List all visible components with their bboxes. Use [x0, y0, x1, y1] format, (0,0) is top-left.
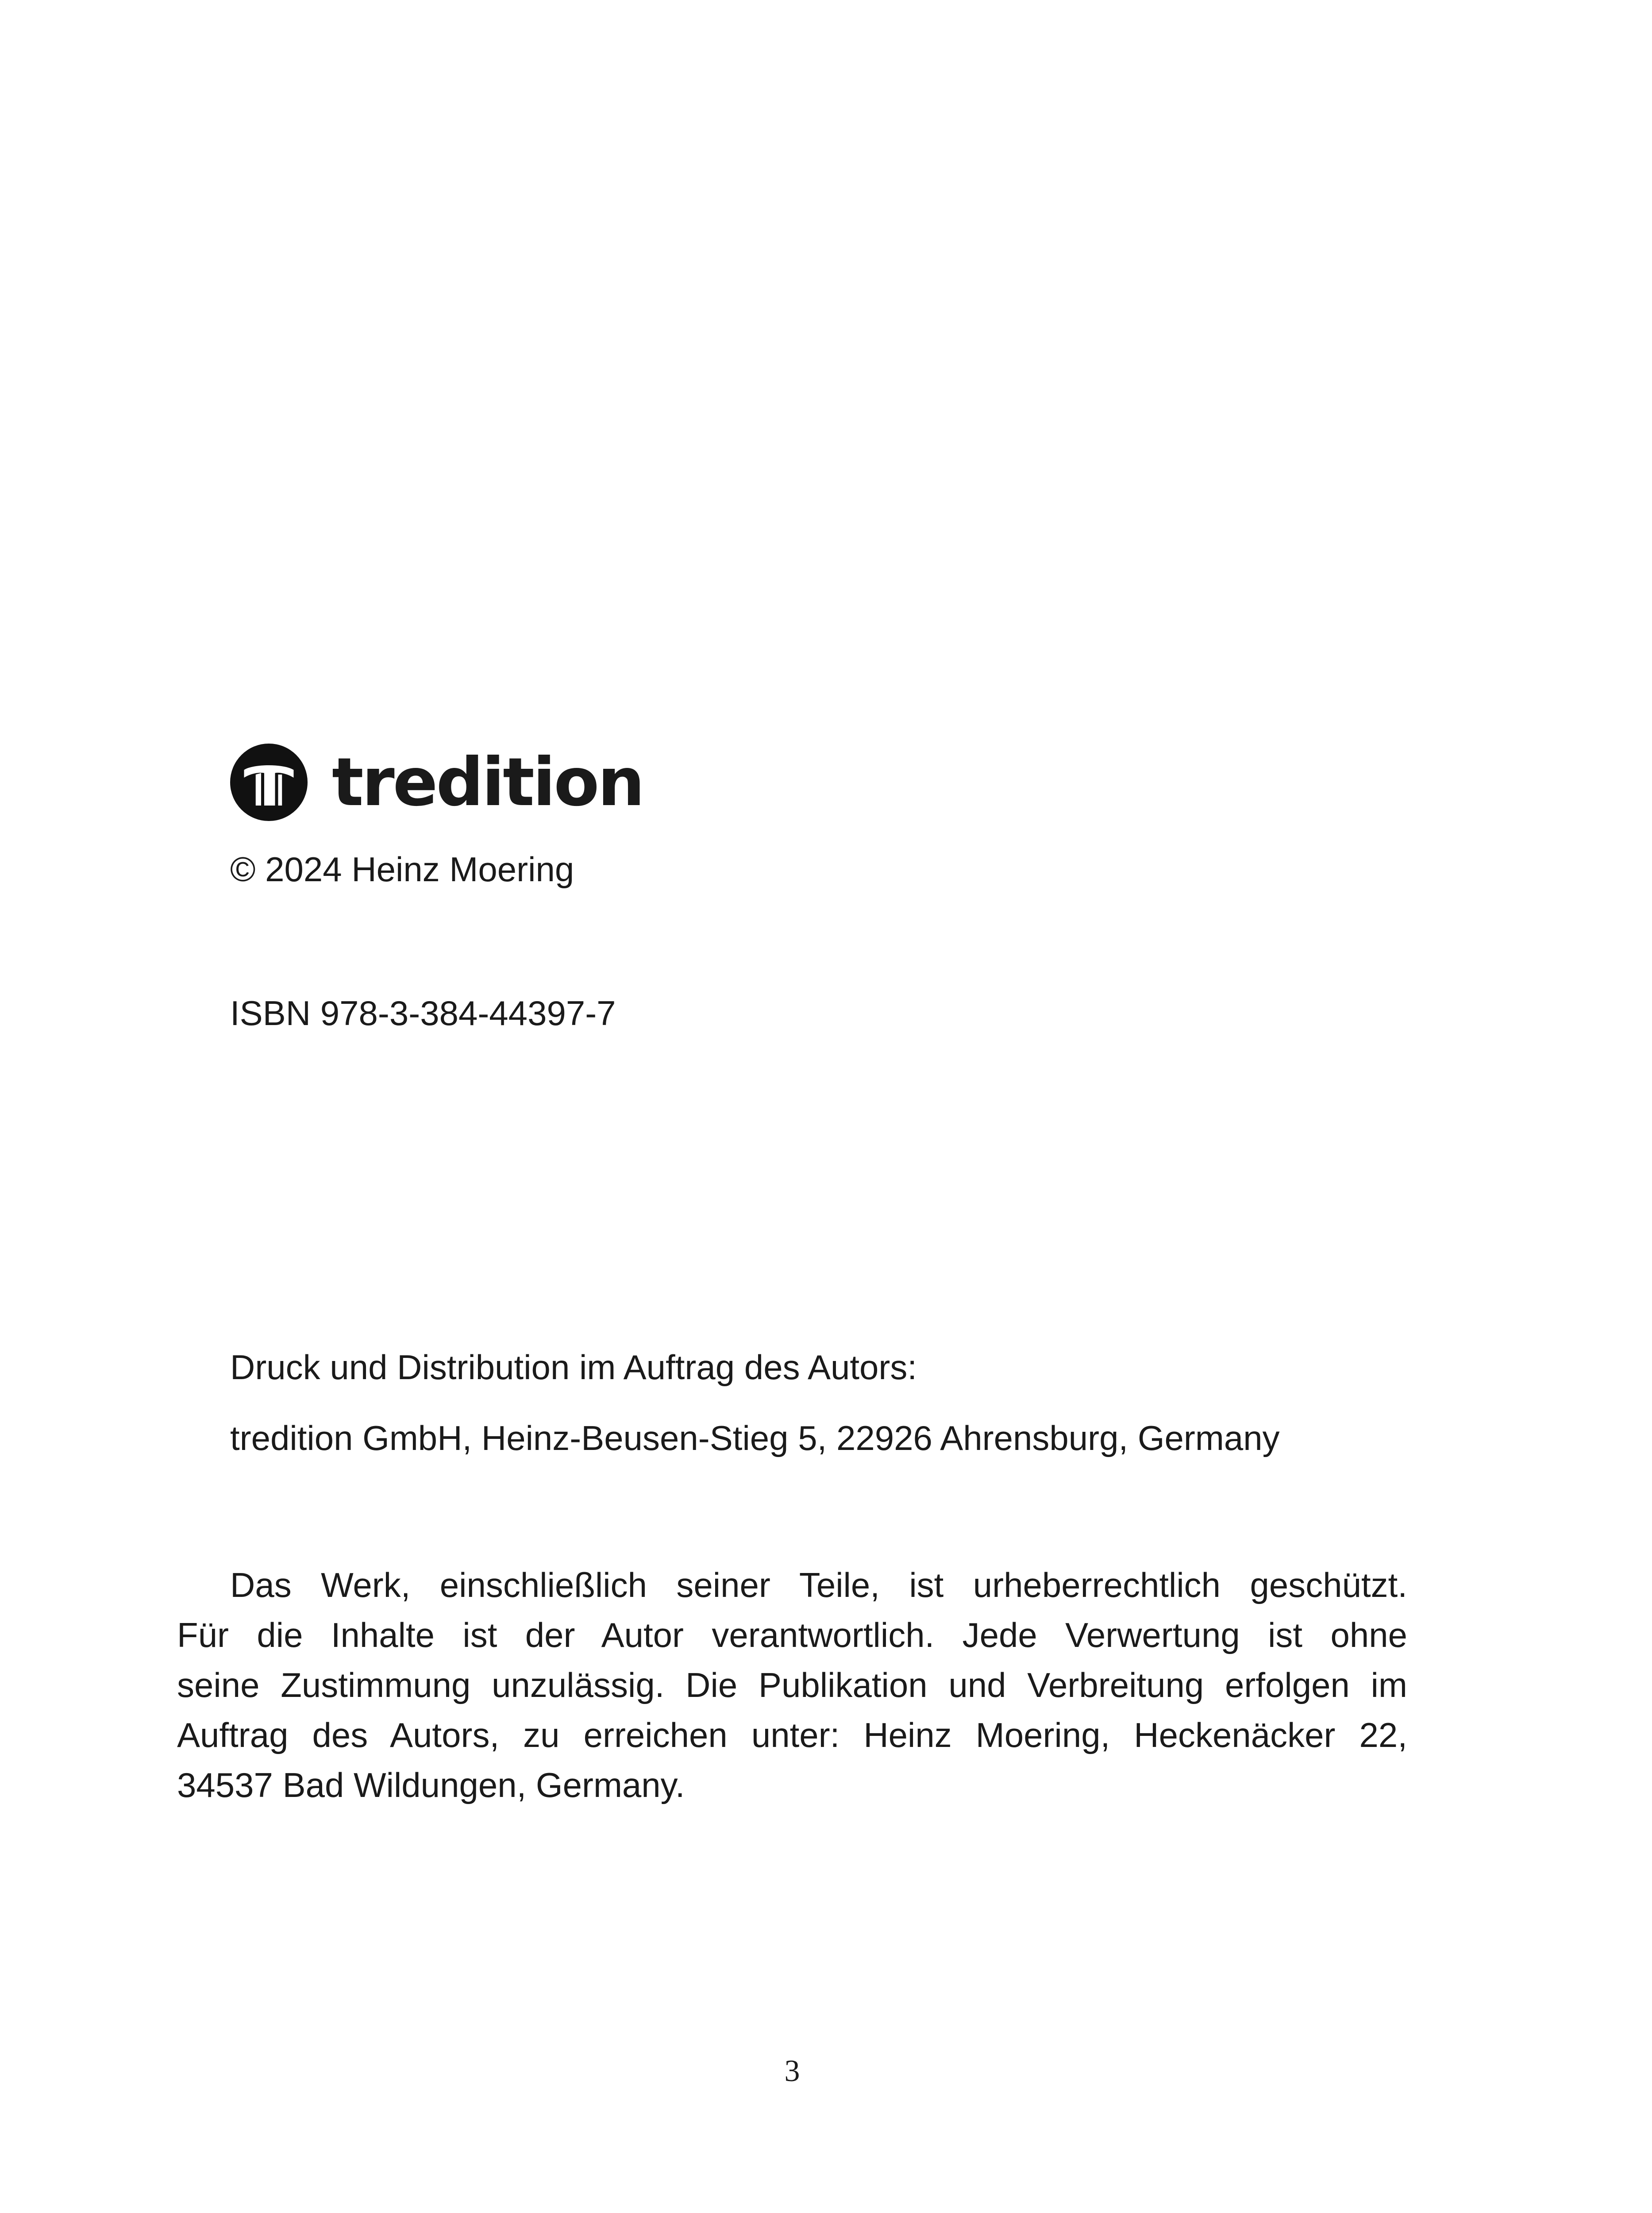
copyright-notice: © 2024 Heinz Moering — [230, 850, 574, 889]
printer-address: tredition GmbH, Heinz-Beusen-Stieg 5, 22926 Ahrensburg, Germany — [230, 1419, 1280, 1457]
tredition-logo-icon — [230, 744, 308, 821]
isbn-number: ISBN 978-3-384-44397-7 — [230, 994, 616, 1033]
legal-notice-line: seine Zustimmung unzulässig. Die Publikation und Verbreitung erfolgen im — [177, 1666, 1407, 1704]
print-distribution-label: Druck und Distribution im Auftrag des Autors: — [230, 1348, 917, 1387]
legal-notice-line: Das Werk, einschließlich seiner Teile, ist urheberrechtlich geschützt. — [230, 1565, 1407, 1604]
legal-notice-line: Auftrag des Autors, zu erreichen unter: Heinz Moering, Heckenäcker 22, — [177, 1716, 1407, 1754]
legal-notice — [177, 1560, 1407, 1810]
publisher-logo-text: tredition — [332, 744, 643, 821]
legal-notice-line: Für die Inhalte ist der Autor verantwortlich. Jede Verwertung ist ohne — [177, 1615, 1407, 1654]
legal-notice-line: 34537 Bad Wildungen, Germany. — [177, 1766, 685, 1804]
publisher-logo — [230, 741, 643, 823]
page-number: 3 — [784, 2054, 800, 2088]
